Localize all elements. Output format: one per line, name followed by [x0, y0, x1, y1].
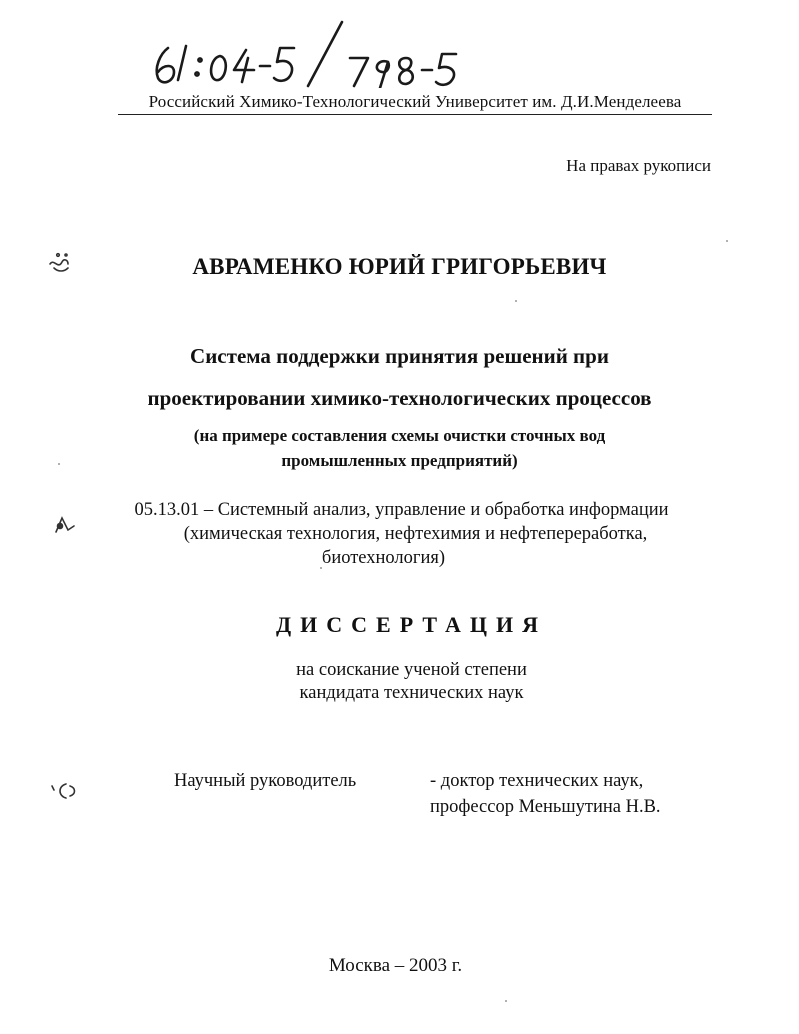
title-line-2: проектировании химико-технологических процессов	[147, 386, 652, 410]
supervisor-degree: - доктор технических наук,	[430, 771, 644, 791]
header-rule	[118, 114, 712, 115]
scan-mark-icon	[44, 778, 84, 802]
scan-speck	[58, 463, 60, 465]
specialty-line-3: биотехнология)	[321, 548, 446, 568]
university-name: Российский Химико-Технологический Университет им. Д.И.Менделеева	[148, 92, 682, 111]
document-type-heading: ДИССЕРТАЦИЯ	[276, 612, 547, 637]
subtitle-line-2: промышленных предприятий)	[281, 451, 518, 470]
title-line-1: Система поддержки принятия решений при	[190, 344, 609, 368]
degree-line-1: на соискание ученой степени	[296, 660, 527, 680]
handwriting-glyphs	[150, 18, 470, 88]
scan-speck	[515, 300, 517, 302]
scan-speck	[505, 1000, 507, 1002]
manuscript-note: На правах рукописи	[566, 156, 711, 175]
subtitle-line-1: (на примере составления схемы очистки сточных вод	[193, 426, 606, 445]
specialty-line-1: 05.13.01 – Системный анализ, управление и обработка информации	[134, 500, 669, 520]
degree-line-2: кандидата технических наук	[299, 683, 524, 703]
scan-speck	[726, 240, 728, 242]
place-year: Москва – 2003 г.	[328, 955, 463, 976]
supervisor-label: Научный руководитель	[174, 771, 357, 791]
author-name: АВРАМЕНКО ЮРИЙ ГРИГОРЬЕВИЧ	[192, 254, 607, 279]
supervisor-name: профессор Меньшутина Н.В.	[430, 797, 661, 817]
specialty-line-2: (химическая технология, нефтехимия и нефтепереработка,	[183, 524, 648, 544]
scan-speck	[320, 567, 322, 569]
scan-mark-icon	[46, 250, 76, 274]
scan-mark-icon	[50, 512, 80, 538]
archive-code-handwritten	[150, 18, 470, 88]
